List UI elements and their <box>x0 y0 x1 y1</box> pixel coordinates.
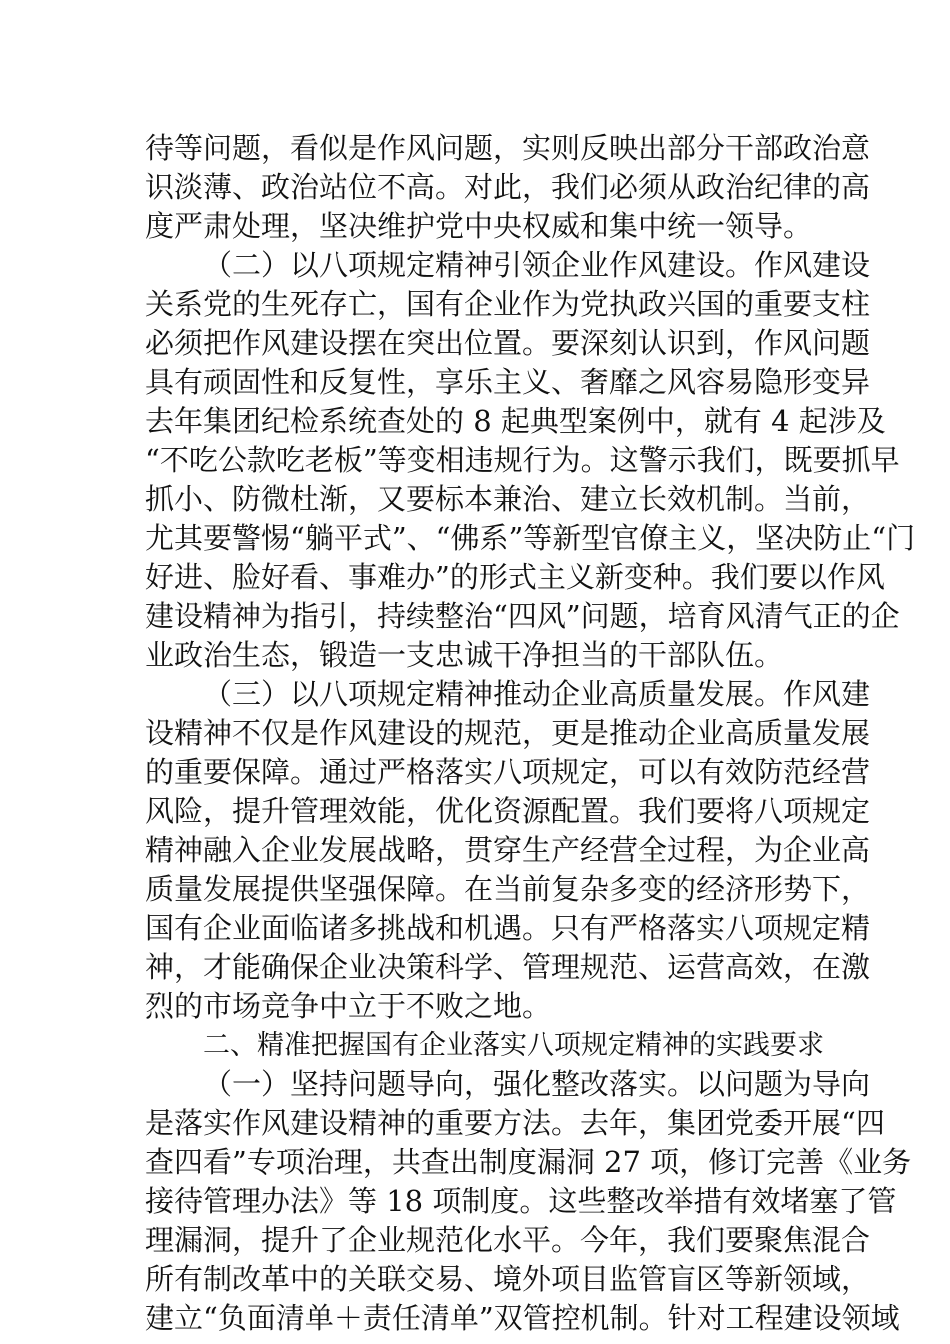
paragraph-line: 是落实作风建设精神的重要方法。去年，集团党委开展“四 <box>145 1106 885 1140</box>
paragraph-line: 质量发展提供坚强保障。在当前复杂多变的经济形势下， <box>145 872 871 906</box>
paragraph-line: （一）坚持问题导向，强化整改落实。以问题为导向 <box>203 1067 871 1101</box>
section-heading: 二、精准把握国有企业落实八项规定精神的实践要求 <box>203 1030 824 1061</box>
paragraph-line: 所有制改革中的关联交易、境外项目监管盲区等新领域， <box>145 1262 871 1296</box>
document-page <box>145 129 916 1338</box>
paragraph-line: 关系党的生死存亡，国有企业作为党执政兴国的重要支柱 <box>145 287 871 321</box>
paragraph-line: 精神融入企业发展战略，贯穿生产经营全过程，为企业高 <box>145 833 871 867</box>
paragraph-line: 神，才能确保企业决策科学、管理规范、运营高效，在激 <box>145 950 871 984</box>
paragraph-line: 好进、脸好看、事难办”的形式主义新变种。我们要以作风 <box>145 560 885 594</box>
paragraph-line: 风险，提升管理效能，优化资源配置。我们要将八项规定 <box>145 794 871 828</box>
paragraph-line: 国有企业面临诸多挑战和机遇。只有严格落实八项规定精 <box>145 911 871 945</box>
paragraph-line: 必须把作风建设摆在突出位置。要深刻认识到，作风问题 <box>145 326 871 360</box>
paragraph-line: 识淡薄、政治站位不高。对此，我们必须从政治纪律的高 <box>145 170 871 204</box>
paragraph-line: （三）以八项规定精神推动企业高质量发展。作风建 <box>203 677 871 711</box>
paragraph-line: 查四看”专项治理，共查出制度漏洞 27 项，修订完善《业务 <box>145 1145 912 1179</box>
paragraph-line: 的重要保障。通过严格落实八项规定，可以有效防范经营 <box>145 755 871 789</box>
paragraph-line: 尤其要警惕“躺平式”、“佛系”等新型官僚主义，坚决防止“门 <box>145 521 916 555</box>
paragraph-line: 烈的市场竞争中立于不败之地。 <box>145 989 552 1023</box>
paragraph-line: 建立“负面清单＋责任清单”双管控机制。针对工程建设领域 <box>145 1301 900 1335</box>
paragraph-line: 去年集团纪检系统查处的 8 起典型案例中，就有 4 起涉及 <box>145 404 886 438</box>
paragraph-line: 建设精神为指引，持续整治“四风”问题，培育风清气正的企 <box>145 599 900 633</box>
paragraph-line: 待等问题，看似是作风问题，实则反映出部分干部政治意 <box>145 131 871 165</box>
paragraph-line: 设精神不仅是作风建设的规范，更是推动企业高质量发展 <box>145 716 871 750</box>
paragraph-line: 具有顽固性和反复性，享乐主义、奢靡之风容易隐形变异 <box>145 365 871 399</box>
paragraph-line: “不吃公款吃老板”等变相违规行为。这警示我们，既要抓早 <box>145 443 900 477</box>
paragraph-line: （二）以八项规定精神引领企业作风建设。作风建设 <box>203 248 871 282</box>
paragraph-line: 理漏洞，提升了企业规范化水平。今年，我们要聚焦混合 <box>145 1223 871 1257</box>
paragraph-line: 业政治生态，锻造一支忠诚干净担当的干部队伍。 <box>145 638 784 672</box>
paragraph-line: 接待管理办法》等 18 项制度。这些整改举措有效堵塞了管 <box>145 1184 897 1218</box>
paragraph-line: 抓小、防微杜渐，又要标本兼治、建立长效机制。当前， <box>145 482 871 516</box>
paragraph-line: 度严肃处理，坚决维护党中央权威和集中统一领导。 <box>145 209 813 243</box>
